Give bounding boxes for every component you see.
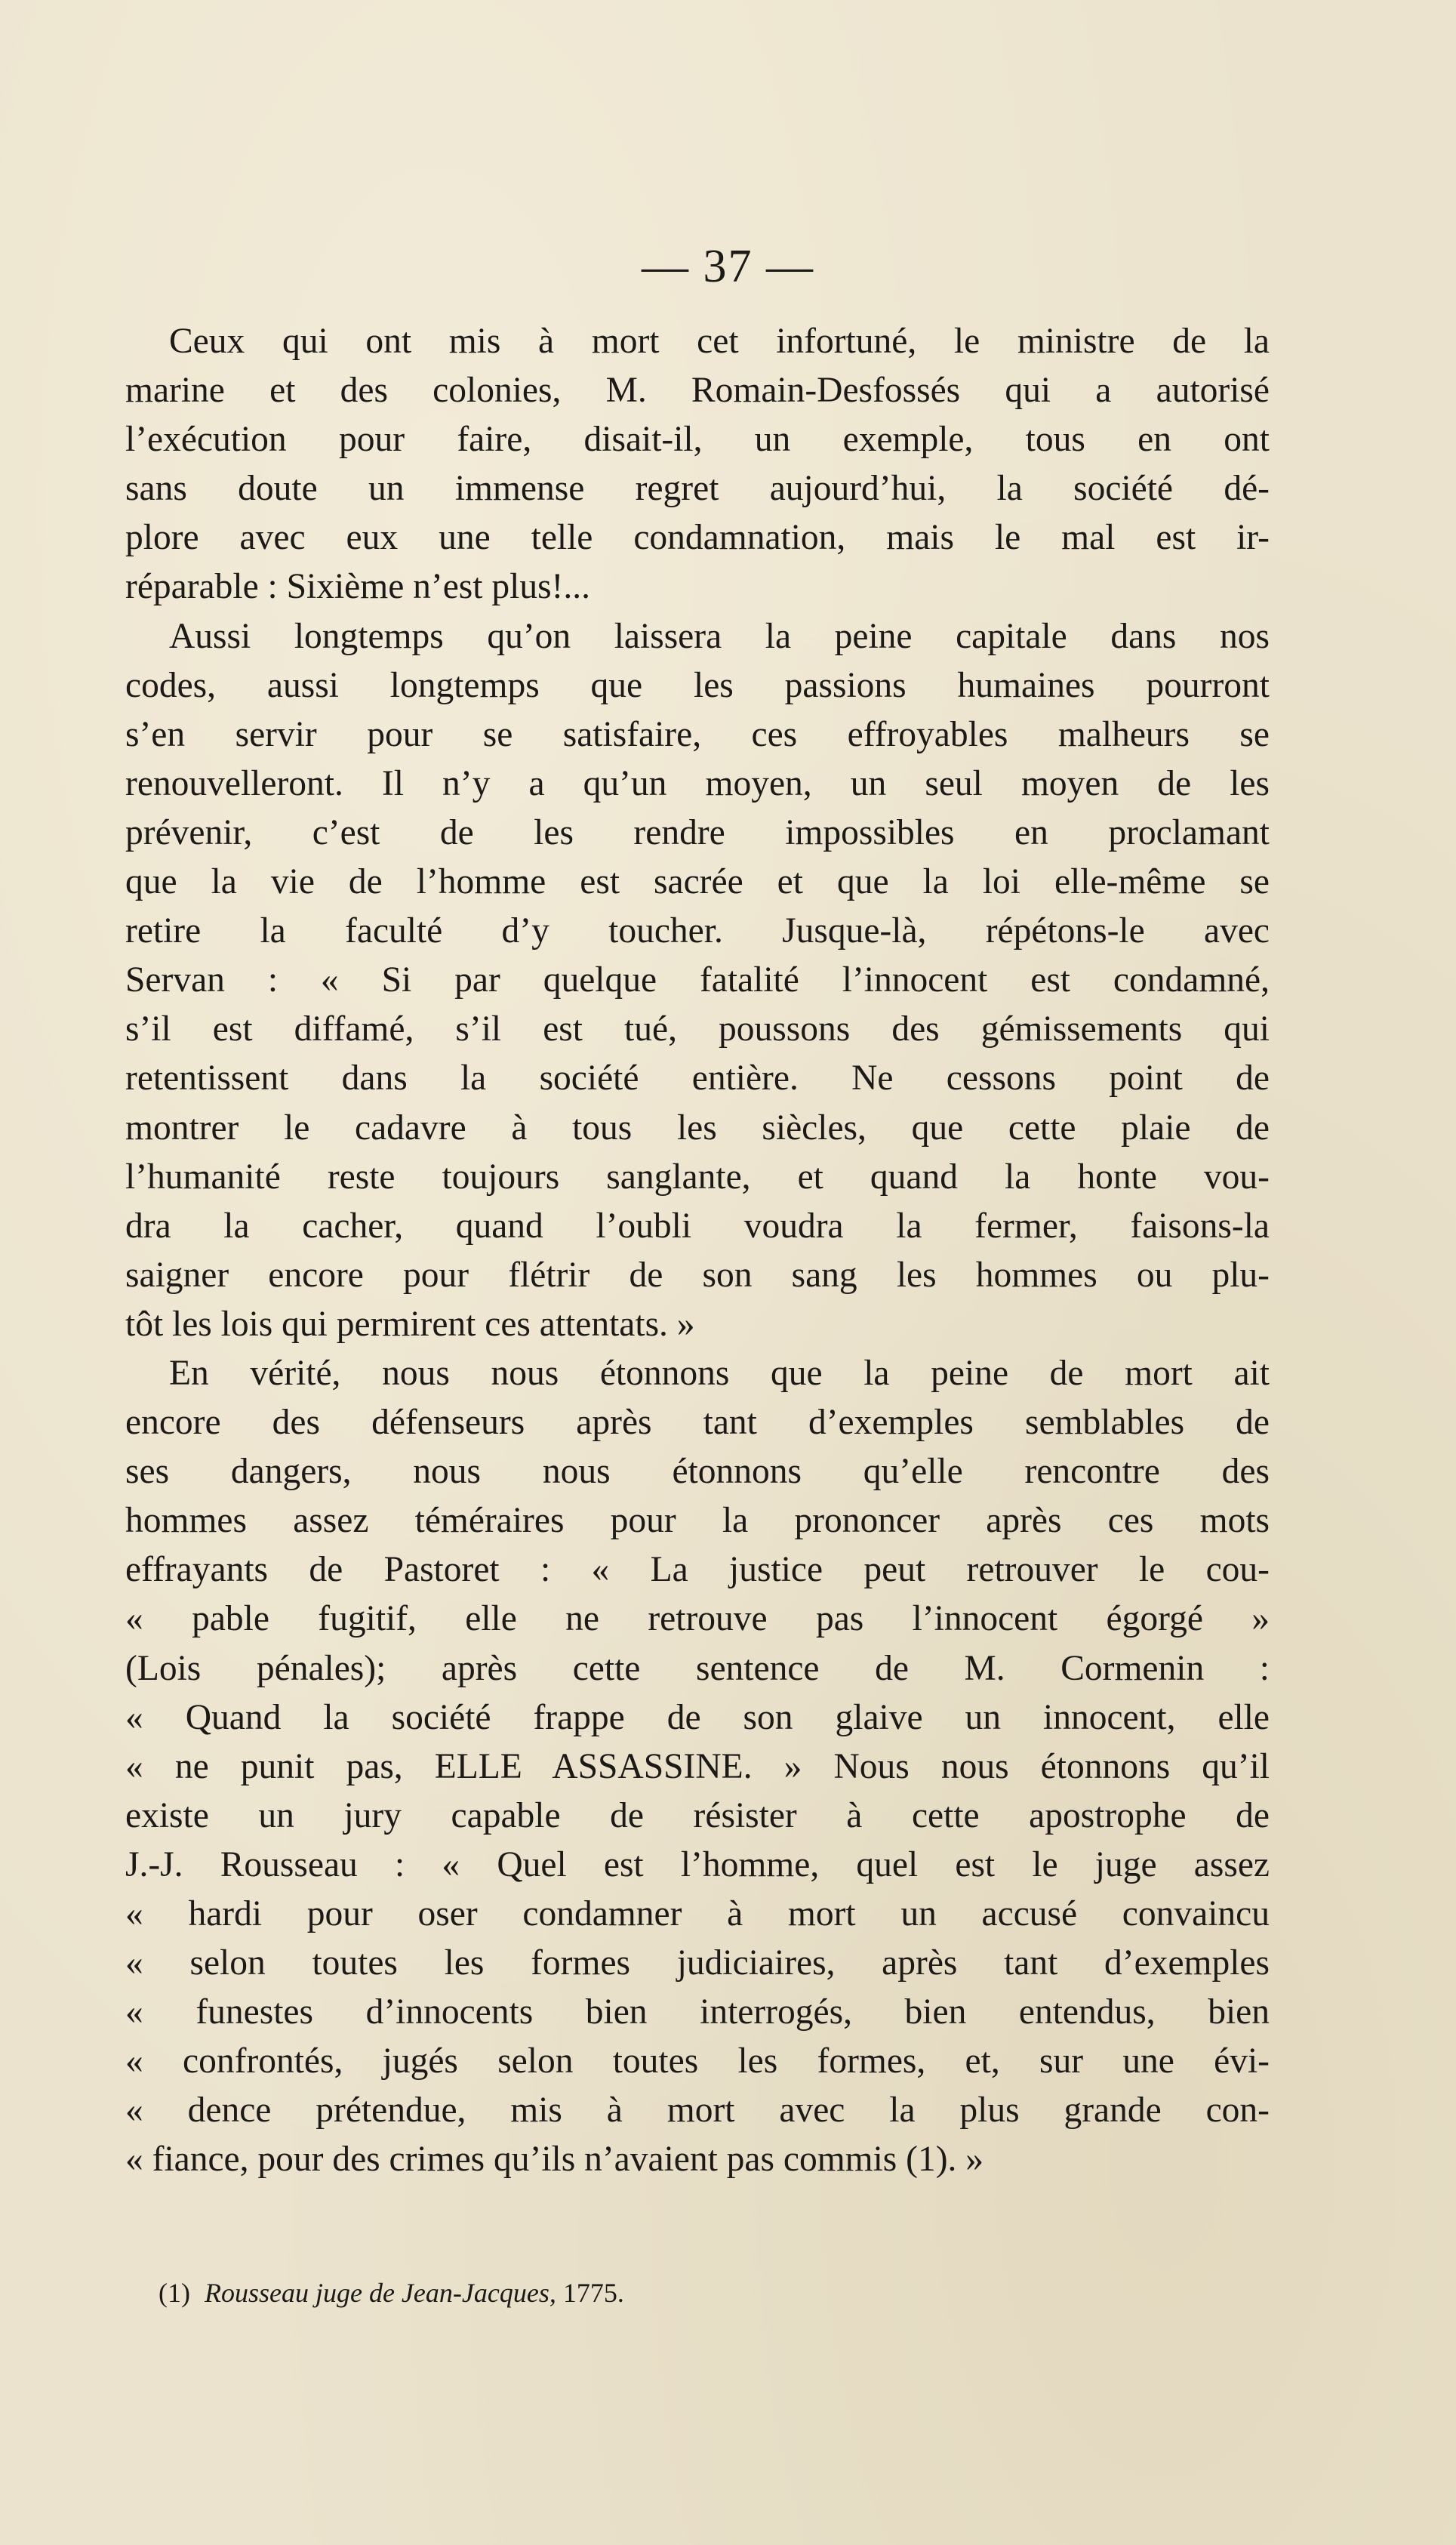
text-line: « ne punit pas, ELLE ASSASSINE. » Nous nous étonnons qu’il xyxy=(125,1746,1270,1786)
text-line: « dence prétendue, mis à mort avec la plus grande con- xyxy=(125,2091,1270,2131)
text-line: montrer le cadavre à tous les siècles, que cette plaie de xyxy=(125,1108,1270,1148)
text-line: prévenir, c’est de les rendre impossibles en proclamant xyxy=(125,812,1270,852)
body-text xyxy=(125,317,1270,2185)
text-line: retire la faculté d’y toucher. Jusque-là, répétons-le avec xyxy=(125,911,1270,951)
text-line: l’exécution pour faire, disait-il, un exemple, tous en ont xyxy=(125,420,1270,460)
text-line: marine et des colonies, M. Romain-Desfossés qui a autorisé xyxy=(125,371,1270,411)
text-line: sans doute un immense regret aujourd’hui, la société dé- xyxy=(125,469,1270,509)
text-line: « funestes d’innocents bien interrogés, bien entendus, bien xyxy=(125,1992,1270,2032)
text-line: l’humanité reste toujours sanglante, et quand la honte vou- xyxy=(125,1157,1270,1197)
text-line: codes, aussi longtemps que les passions humaines pourront xyxy=(125,665,1270,705)
text-line: que la vie de l’homme est sacrée et que la loi elle-même se xyxy=(125,862,1270,902)
text-line: Servan : « Si par quelque fatalité l’innocent est condamné, xyxy=(125,960,1270,1000)
page-number: — 37 — xyxy=(642,241,814,292)
text-line: « confrontés, jugés selon toutes les formes, et, sur une évi- xyxy=(125,2041,1270,2081)
text-line: J.-J. Rousseau : « Quel est l’homme, quel est le juge assez xyxy=(125,1844,1270,1884)
text-line: retentissent dans la société entière. Ne cessons point de xyxy=(125,1058,1270,1098)
text-line: réparable : Sixième n’est plus!... xyxy=(125,567,590,607)
text-line: existe un jury capable de résister à cette apostrophe de xyxy=(125,1795,1270,1835)
text-line: « hardi pour oser condamner à mort un accusé convaincu xyxy=(125,1894,1270,1933)
text-line: Aussi longtemps qu’on laissera la peine capitale dans nos xyxy=(169,616,1270,656)
footnote-year: 1775. xyxy=(562,2278,624,2308)
text-line: « Quand la société frappe de son glaive un innocent, elle xyxy=(125,1697,1270,1737)
text-line: hommes assez téméraires pour la prononcer après ces mots xyxy=(125,1501,1270,1541)
text-line: En vérité, nous nous étonnons que la peine de mort ait xyxy=(169,1353,1270,1393)
text-line: tôt les lois qui permirent ces attentats. » xyxy=(125,1304,695,1344)
footnote-title: Rousseau juge de Jean-Jacques, xyxy=(204,2278,556,2308)
footnote-marker: (1) xyxy=(159,2278,190,2308)
text-line: dra la cacher, quand l’oubli voudra la fermer, faisons-la xyxy=(125,1206,1270,1246)
text-line: s’il est diffamé, s’il est tué, poussons des gémissements qui xyxy=(125,1009,1270,1049)
text-line: « pable fugitif, elle ne retrouve pas l’innocent égorgé » xyxy=(125,1599,1270,1639)
text-line: « selon toutes les formes judiciaires, après tant d’exemples xyxy=(125,1943,1270,1983)
text-line: saigner encore pour flétrir de son sang les hommes ou plu- xyxy=(125,1255,1270,1295)
text-line: effrayants de Pastoret : « La justice peut retrouver le cou- xyxy=(125,1550,1270,1590)
text-line: « fiance, pour des crimes qu’ils n’avaient pas commis (1). » xyxy=(125,2140,984,2180)
text-line: Ceux qui ont mis à mort cet infortuné, le ministre de la xyxy=(169,322,1270,361)
text-line: s’en servir pour se satisfaire, ces effroyables malheurs se xyxy=(125,714,1270,754)
text-line: ses dangers, nous nous étonnons qu’elle rencontre des xyxy=(125,1452,1270,1492)
text-line: encore des défenseurs après tant d’exemples semblables de xyxy=(125,1403,1270,1443)
footnote xyxy=(159,2276,624,2309)
text-line: renouvelleront. Il n’y a qu’un moyen, un seul moyen de les xyxy=(125,763,1270,803)
text-line: plore avec eux une telle condamnation, mais le mal est ir- xyxy=(125,518,1270,558)
text-line: (Lois pénales); après cette sentence de M. Cormenin : xyxy=(125,1648,1270,1688)
